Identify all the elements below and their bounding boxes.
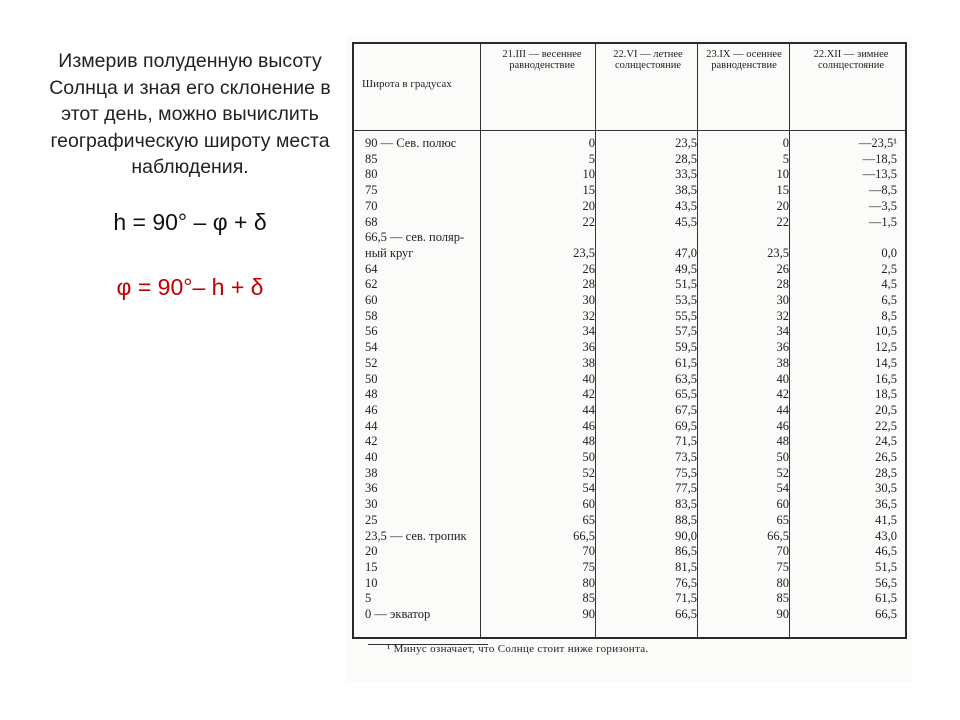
scanned-table (347, 37, 912, 682)
table-cell: 6,5 (881, 293, 897, 307)
table-row (359, 199, 900, 215)
table-row (359, 387, 900, 403)
header-autumn-equinox: 23.IX — осеннее равноденствие (706, 49, 782, 71)
table-cell: 75 (776, 559, 789, 574)
table-cell: 26 (582, 261, 595, 276)
table-cell: 30,5 (875, 481, 897, 496)
table-cell: 20,5 (875, 402, 897, 417)
table-cell: 47,0 (675, 245, 697, 260)
table-cell: 88,5 (675, 512, 697, 527)
header-summer-solstice: 22.VI — летнее солнцестояние (613, 49, 683, 71)
table-cell: 60 (582, 497, 595, 512)
table-row (359, 450, 900, 466)
table-cell: 61,5 (675, 355, 697, 370)
table-cell: 38 (365, 465, 378, 480)
table-cell: 66,5 (875, 607, 897, 621)
table-cell: 32 (582, 308, 595, 323)
table-cell: 86,5 (675, 544, 697, 559)
header-divider (354, 130, 905, 131)
table-row (359, 481, 900, 497)
table-cell: 54 (582, 481, 595, 496)
table-row (359, 152, 900, 168)
table-row (359, 466, 900, 482)
table-row (359, 356, 900, 372)
table-cell: 90 — Сев. полюс (365, 136, 457, 150)
table-cell: 59,5 (675, 340, 697, 355)
header-winter-solstice: 22.XII — зимнее солнцестояние (813, 49, 889, 71)
table-cell: 10 (582, 167, 595, 182)
table-cell: 0 (782, 136, 789, 150)
table-cell: 70 (776, 544, 789, 559)
table-row (359, 607, 900, 623)
table-cell: 52 (365, 355, 378, 370)
table-row (359, 591, 900, 607)
table-cell: —18,5 (862, 151, 897, 166)
header-spring-equinox: 21.III — весеннее равноденствие (502, 49, 582, 71)
table-cell: 75,5 (675, 465, 697, 480)
header-latitude: Широта в градусах (362, 78, 452, 90)
table-row (359, 215, 900, 231)
table-cell: 48 (365, 387, 378, 402)
table-cell: 85 (582, 591, 595, 606)
table-cell: 80 (776, 575, 789, 590)
table-cell: 10,5 (875, 324, 897, 339)
table-cell: 12,5 (875, 340, 897, 355)
table-cell: 51,5 (875, 559, 897, 574)
intro-text: Измерив полуденную высоту Солнца и зная его склонение в этот день, можно вычислить географическую широту места наблюдения. (49, 50, 331, 178)
table-cell: 30 (776, 293, 789, 307)
table-cell: 50 (776, 450, 789, 464)
table-cell: 71,5 (675, 591, 697, 606)
table-cell: 0 (588, 136, 595, 150)
table-cell: 5 (365, 591, 372, 606)
table-cell: 57,5 (675, 324, 697, 339)
table-cell: 65 (582, 512, 595, 527)
table-cell: 18,5 (875, 387, 897, 402)
table-cell: 40 (776, 371, 789, 386)
table-cell: 43,0 (875, 528, 897, 543)
table-row (359, 372, 900, 388)
table-cell: —1,5 (868, 214, 897, 229)
table-cell: 48 (582, 434, 595, 449)
table-cell: 66,5 (675, 607, 697, 621)
formula-latitude: φ = 90°– h + δ (116, 273, 264, 300)
table-cell: 76,5 (675, 575, 697, 590)
table-cell: 33,5 (675, 167, 697, 182)
table-frame (352, 42, 907, 639)
table-cell: 65,5 (675, 387, 697, 402)
table-cell: 44 (365, 418, 378, 433)
table-cell: —3,5 (868, 198, 897, 213)
table-cell: 22,5 (875, 418, 897, 433)
formula-altitude: h = 90° – φ + δ (113, 208, 267, 235)
table-cell: 43,5 (675, 198, 697, 213)
table-cell: 46 (582, 418, 595, 433)
table-cell: 55,5 (675, 308, 697, 323)
table-cell: 68 (365, 214, 378, 229)
table-cell: 46 (776, 418, 789, 433)
table-cell: 58 (365, 308, 378, 323)
table-cell: 66,5 (767, 528, 789, 543)
table-cell: 26,5 (875, 450, 897, 464)
table-cell: 20 (365, 544, 378, 559)
table-cell: 28,5 (875, 465, 897, 480)
table-cell: 16,5 (875, 371, 897, 386)
table-cell: 8,5 (881, 308, 897, 323)
table-cell: 36 (582, 340, 595, 355)
table-cell: 62 (365, 277, 378, 292)
table-cell: 0,0 (881, 245, 897, 260)
table-cell: 69,5 (675, 418, 697, 433)
table-cell: ный круг (365, 245, 414, 260)
table-cell: 42 (582, 387, 595, 402)
table-cell: 36,5 (875, 497, 897, 512)
table-row (359, 544, 900, 560)
table-cell: 54 (365, 340, 378, 355)
table-cell: 77,5 (675, 481, 697, 496)
table-row (359, 403, 900, 419)
table-cell: 56,5 (875, 575, 897, 590)
table-cell: 26 (776, 261, 789, 276)
table-row (359, 183, 900, 199)
table-cell: 38 (776, 355, 789, 370)
table-cell: 53,5 (675, 293, 697, 307)
table-cell: 20 (582, 198, 595, 213)
table-row (359, 246, 900, 262)
footnote: ¹ Минус означает, что Солнце стоит ниже горизонта. (387, 643, 649, 655)
table-cell: 45,5 (675, 214, 697, 229)
table-cell: 85 (365, 151, 378, 166)
table-cell: 51,5 (675, 277, 697, 292)
table-cell: 2,5 (881, 261, 897, 276)
table-cell: 70 (365, 198, 378, 213)
table-cell: 4,5 (881, 277, 897, 292)
table-cell: 10 (365, 575, 378, 590)
table-cell: 64 (365, 261, 378, 276)
table-cell: 61,5 (875, 591, 897, 606)
table-cell: 28,5 (675, 151, 697, 166)
table-row (359, 277, 900, 293)
table-cell: 50 (582, 450, 595, 464)
table-cell: 52 (582, 465, 595, 480)
table-cell: 75 (365, 183, 378, 198)
table-cell: 23,5 (675, 136, 697, 150)
table-cell: 14,5 (875, 355, 897, 370)
table-cell: 54 (776, 481, 789, 496)
table-cell: 90,0 (675, 528, 697, 543)
table-cell: 5 (588, 151, 595, 166)
table-row (359, 324, 900, 340)
table-cell: 23,5 (573, 245, 595, 260)
table-cell: 34 (776, 324, 789, 339)
table-cell: 56 (365, 324, 378, 339)
table-row (359, 576, 900, 592)
table-cell: 66,5 — сев. поляр- (365, 230, 465, 245)
table-cell: 75 (582, 559, 595, 574)
table-cell: 0 — экватор (365, 607, 431, 621)
table-cell: 15 (776, 183, 789, 198)
table-cell: 24,5 (875, 434, 897, 449)
table-cell: 30 (365, 497, 378, 512)
table-cell: 23,5 — сев. тропик (365, 528, 467, 543)
table-cell: —8,5 (868, 183, 897, 198)
table-cell: 10 (776, 167, 789, 182)
table-cell: 60 (776, 497, 789, 512)
table-row (359, 419, 900, 435)
table-cell: 90 (776, 607, 789, 621)
table-cell: 71,5 (675, 434, 697, 449)
table-cell: 40 (582, 371, 595, 386)
table-cell: 40 (365, 450, 378, 464)
table-cell: 81,5 (675, 559, 697, 574)
table-cell: 44 (776, 402, 789, 417)
table-cell: 30 (582, 293, 595, 307)
left-text-panel (40, 48, 340, 301)
table-row (359, 513, 900, 529)
table-row (359, 434, 900, 450)
table-row (359, 309, 900, 325)
table-cell: 48 (776, 434, 789, 449)
table-row (359, 293, 900, 309)
table-cell: 70 (582, 544, 595, 559)
table-cell: 65 (776, 512, 789, 527)
table-cell: 80 (365, 167, 378, 182)
table-cell: 15 (582, 183, 595, 198)
table-cell: 67,5 (675, 402, 697, 417)
table-row (359, 230, 900, 246)
table-cell: 28 (776, 277, 789, 292)
table-cell: 90 (582, 607, 595, 621)
table-row (359, 560, 900, 576)
table-cell: 46,5 (875, 544, 897, 559)
table-cell: 36 (365, 481, 378, 496)
table-cell: 50 (365, 371, 378, 386)
table-cell: 22 (582, 214, 595, 229)
table-cell: 52 (776, 465, 789, 480)
table-cell: 83,5 (675, 497, 697, 512)
table-cell: 20 (776, 198, 789, 213)
table-cell: 25 (365, 512, 378, 527)
table-cell: 44 (582, 402, 595, 417)
table-cell: 42 (776, 387, 789, 402)
table-row (359, 497, 900, 513)
table-cell: 85 (776, 591, 789, 606)
table-row (359, 262, 900, 278)
table-cell: 73,5 (675, 450, 697, 464)
table-cell: 80 (582, 575, 595, 590)
table-row (359, 340, 900, 356)
table-row (359, 529, 900, 545)
table-row (359, 167, 900, 183)
table-cell: 36 (776, 340, 789, 355)
table-cell: 23,5 (767, 245, 789, 260)
table-cell: —13,5 (862, 167, 897, 182)
table-cell: 15 (365, 559, 378, 574)
table-cell: 38 (582, 355, 595, 370)
table-cell: 60 (365, 293, 378, 307)
table-cell: 5 (782, 151, 789, 166)
table-cell: 66,5 (573, 528, 595, 543)
table-cell: 42 (365, 434, 378, 449)
table-cell: 49,5 (675, 261, 697, 276)
table-cell: 34 (582, 324, 595, 339)
table-cell: 22 (776, 214, 789, 229)
table-row (359, 136, 900, 152)
table-cell: 46 (365, 402, 378, 417)
table-cell: 63,5 (675, 371, 697, 386)
table-cell: 32 (776, 308, 789, 323)
table-cell: 41,5 (875, 512, 897, 527)
table-cell: 28 (582, 277, 595, 292)
table-cell: —23,5¹ (858, 136, 897, 150)
table-cell: 38,5 (675, 183, 697, 198)
